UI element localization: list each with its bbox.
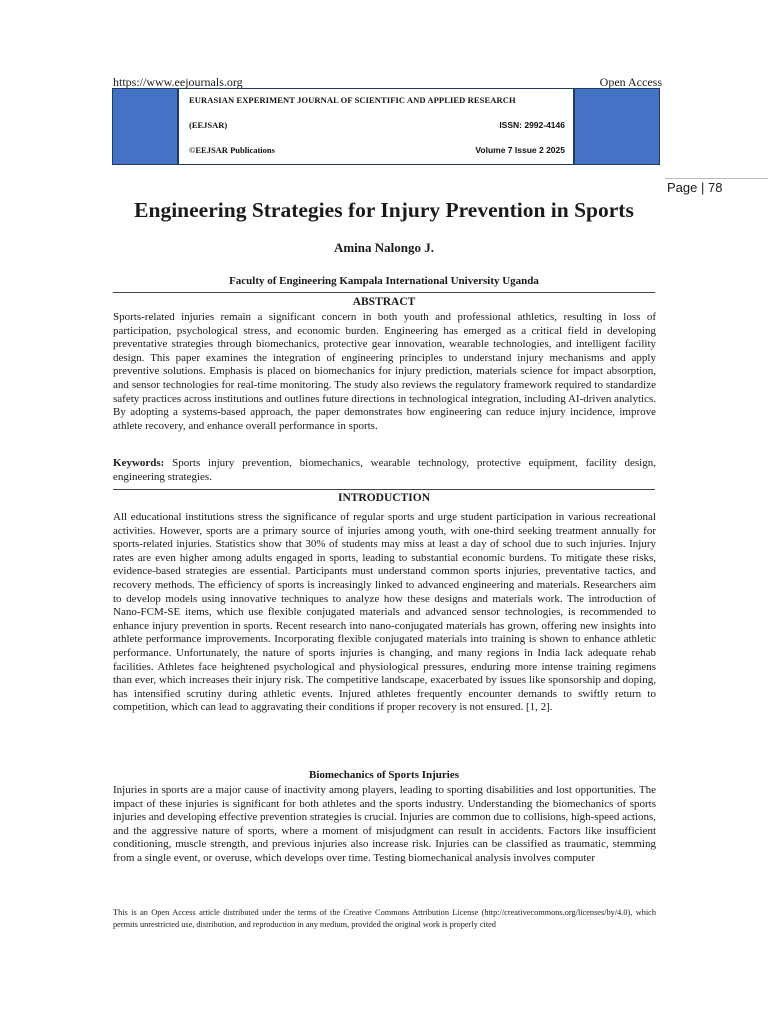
biomechanics-text: Injuries in sports are a major cause of inactivity among players, leading to sporting disabilities and lost opportunities. The impact of these injuries is significant for both athletes and the sports industry. Understanding the biomechanics of sports injuries and developing effective prevention strategies is crucial. Injuries are common due to collisions, high-speed actions, and the aggressive nature of sports, where a moment of misjudgment can result in accidents. Factors like insufficient conditioning, muscle strength, and previous injuries also increase risk. Injuries can be classified as traumatic, stemming from a single event, or overuse, which develops over time. Testing biomechanical analysis involves computer <box>113 784 656 864</box>
journal-banner <box>112 88 660 165</box>
biomechanics-heading: Biomechanics of Sports Injuries <box>308 769 460 781</box>
open-access-label: Open Access <box>599 75 662 89</box>
journal-name: EURASIAN EXPERIMENT JOURNAL OF SCIENTIFIC AND APPLIED RESEARCH <box>189 95 516 105</box>
keywords-label: Keywords: <box>113 457 165 469</box>
publisher: ©EEJSAR Publications <box>189 145 275 155</box>
journal-url[interactable]: https://www.eejournals.org <box>113 75 243 89</box>
introduction-text: All educational institutions stress the significance of regular sports and urge student participation in various recreational activities. However, sports are a primary source of injuries among youth, with one-third seeking treatment annually for sports-related injuries. Statistics show that 30% of students may miss at least a day of school due to such injuries. Injury rates are even higher among adults engaged in sports, leading to substantial economic burdens. To mitigate these risks, evidence-based strategies are essential. Participants must understand common sports injuries, preventative tactics, and recovery methods. The efficiency of sports is increasingly linked to advanced engineering and materials. Researchers aim to develop models using innovative techniques to analyze how these designs and materials work. The introduction of Nano-FCM-SE items, which use flexible conjugated materials and advanced sensor technologies, is recommended to enhance injury prevention in sports. Recent research into nano-conjugated materials has grown, offering new insights into athlete performance improvements. Incorporating flexible conjugated materials into training is shown to enhance athletic performance. Unfortunately, the nature of sports injuries is changing, and many regions in India lack adequate rehab facilities. Athletes face heightened psychological and physiological pressures, enduring more intense training regimens than ever, which increases their injury risk. The competitive landscape, exacerbated by issues like sponsorship and doping, has intensified scrutiny during athletic events. Injured athletes frequently encounter demands to swiftly return to competition, which can lead to aggravating their conditions if proper recovery is not ensured. [1, 2]. <box>113 511 656 714</box>
page-number: Page | 78 <box>667 180 723 195</box>
abstract-top-rule <box>113 292 655 293</box>
abstract-heading: ABSTRACT <box>352 296 416 308</box>
author-name: Amina Nalongo J. <box>333 240 435 255</box>
author-affiliation: Faculty of Engineering Kampala International University Uganda <box>229 275 539 287</box>
keywords <box>113 457 656 484</box>
license-notice: This is an Open Access article distributed under the terms of the Creative Commons Attribution License (http://creativecommons.org/licenses/by/4.0), which permits unrestricted use, distribution, and reproduction in any medium, provided the original work is properly cited <box>113 908 656 929</box>
keywords-list: Sports injury prevention, biomechanics, wearable technology, protective equipment, facility design, engineering strategies. <box>113 457 656 483</box>
abstract-text: Sports-related injuries remain a significant concern in both youth and professional athletics, resulting in loss of participation, psychological stress, and economic burden. Engineering has emerged as a critical field in developing preventative strategies through biomechanics, protective gear innovation, wearable technologies, and intelligent facility design. This paper examines the integration of engineering principles to understand injury mechanisms and apply preventive solutions. Emphasis is placed on biomechanics for injury prediction, materials science for impact absorption, and sensor technologies for real-time monitoring. The study also reviews the regulatory framework required to standardize safety practices across institutions and outlines future directions in technological integration, including AI-driven analytics. By adopting a systems-based approach, the paper demonstrates how engineering can reduce injury incidence, improve athlete recovery, and enhance overall performance in sports. <box>113 311 656 432</box>
article-title: Engineering Strategies for Injury Prevention in Sports <box>134 198 634 222</box>
banner-right-block <box>573 89 659 164</box>
journal-abbrev: (EEJSAR) <box>189 120 228 130</box>
banner-info <box>179 89 573 164</box>
introduction-heading: INTRODUCTION <box>337 492 430 504</box>
intro-top-rule <box>113 489 655 490</box>
banner-left-block <box>113 89 179 164</box>
volume-issue: Volume 7 Issue 2 2025 <box>475 145 565 155</box>
page-number-rule <box>665 178 768 179</box>
journal-issn: ISSN: 2992-4146 <box>499 120 565 130</box>
